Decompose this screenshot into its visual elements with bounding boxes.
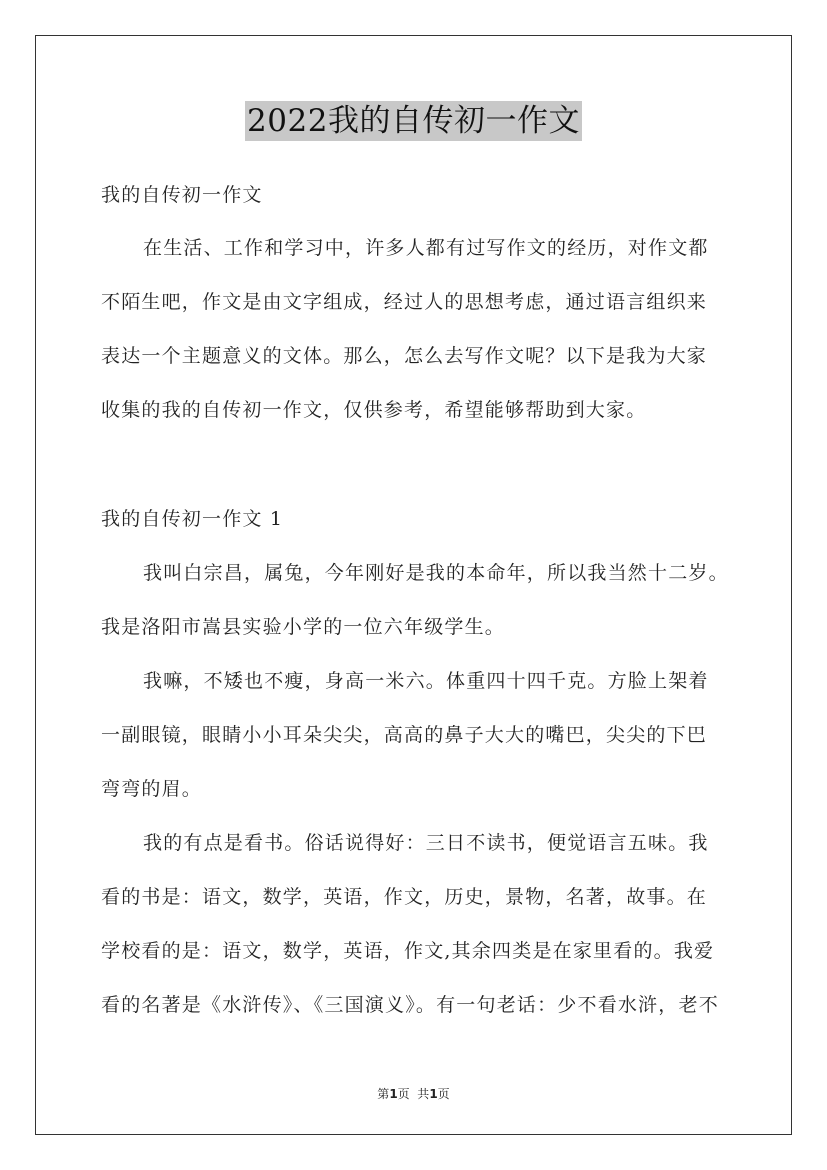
intro-line: 在生活、工作和学习中，许多人都有过写作文的经历，对作文都	[143, 237, 709, 259]
document-title: 2022我的自传初一作文	[247, 103, 580, 139]
footer-page-current: 1	[389, 1087, 398, 1101]
footer-suffix: 页	[437, 1087, 450, 1101]
body-line: 我是洛阳市嵩县实验小学的一位六年级学生。	[101, 616, 506, 638]
body-line: 我嘛，不矮也不瘦，身高一米六。体重四十四千克。方脸上架着	[143, 670, 709, 692]
body-line: 学校看的是：语文，数学，英语，作文,其余四类是在家里看的。我爱	[101, 940, 715, 962]
intro-line: 收集的我的自传初一作文，仅供参考，希望能够帮助到大家。	[101, 399, 647, 421]
footer-page-total: 1	[429, 1087, 438, 1101]
body-line: 看的名著是《水浒传》、《三国演义》。有一句老话：少不看水浒，老不	[101, 994, 719, 1016]
intro-line: 表达一个主题意义的文体。那么，怎么去写作文呢？以下是我为大家	[101, 345, 708, 367]
document-subtitle: 我的自传初一作文	[101, 184, 263, 206]
footer-prefix: 第	[377, 1087, 390, 1101]
body-line: 我的有点是看书。俗话说得好：三日不读书，便觉语言五味。我	[143, 832, 709, 854]
title-container	[0, 101, 827, 141]
intro-line: 不陌生吧，作文是由文字组成，经过人的思想考虑，通过语言组织来	[101, 291, 708, 313]
body-line: 看的书是：语文，数学，英语，作文，历史，景物，名著，故事。在	[101, 886, 708, 908]
body-line: 我叫白宗昌，属兔，今年刚好是我的本命年，所以我当然十二岁。	[143, 562, 729, 584]
page-footer	[0, 1085, 827, 1102]
section-heading: 我的自传初一作文 1	[101, 508, 284, 530]
body-line: 弯弯的眉。	[101, 778, 203, 800]
body-line: 一副眼镜，眼睛小小耳朵尖尖，高高的鼻子大大的嘴巴，尖尖的下巴	[101, 724, 708, 746]
footer-mid: 页 共	[397, 1087, 430, 1101]
